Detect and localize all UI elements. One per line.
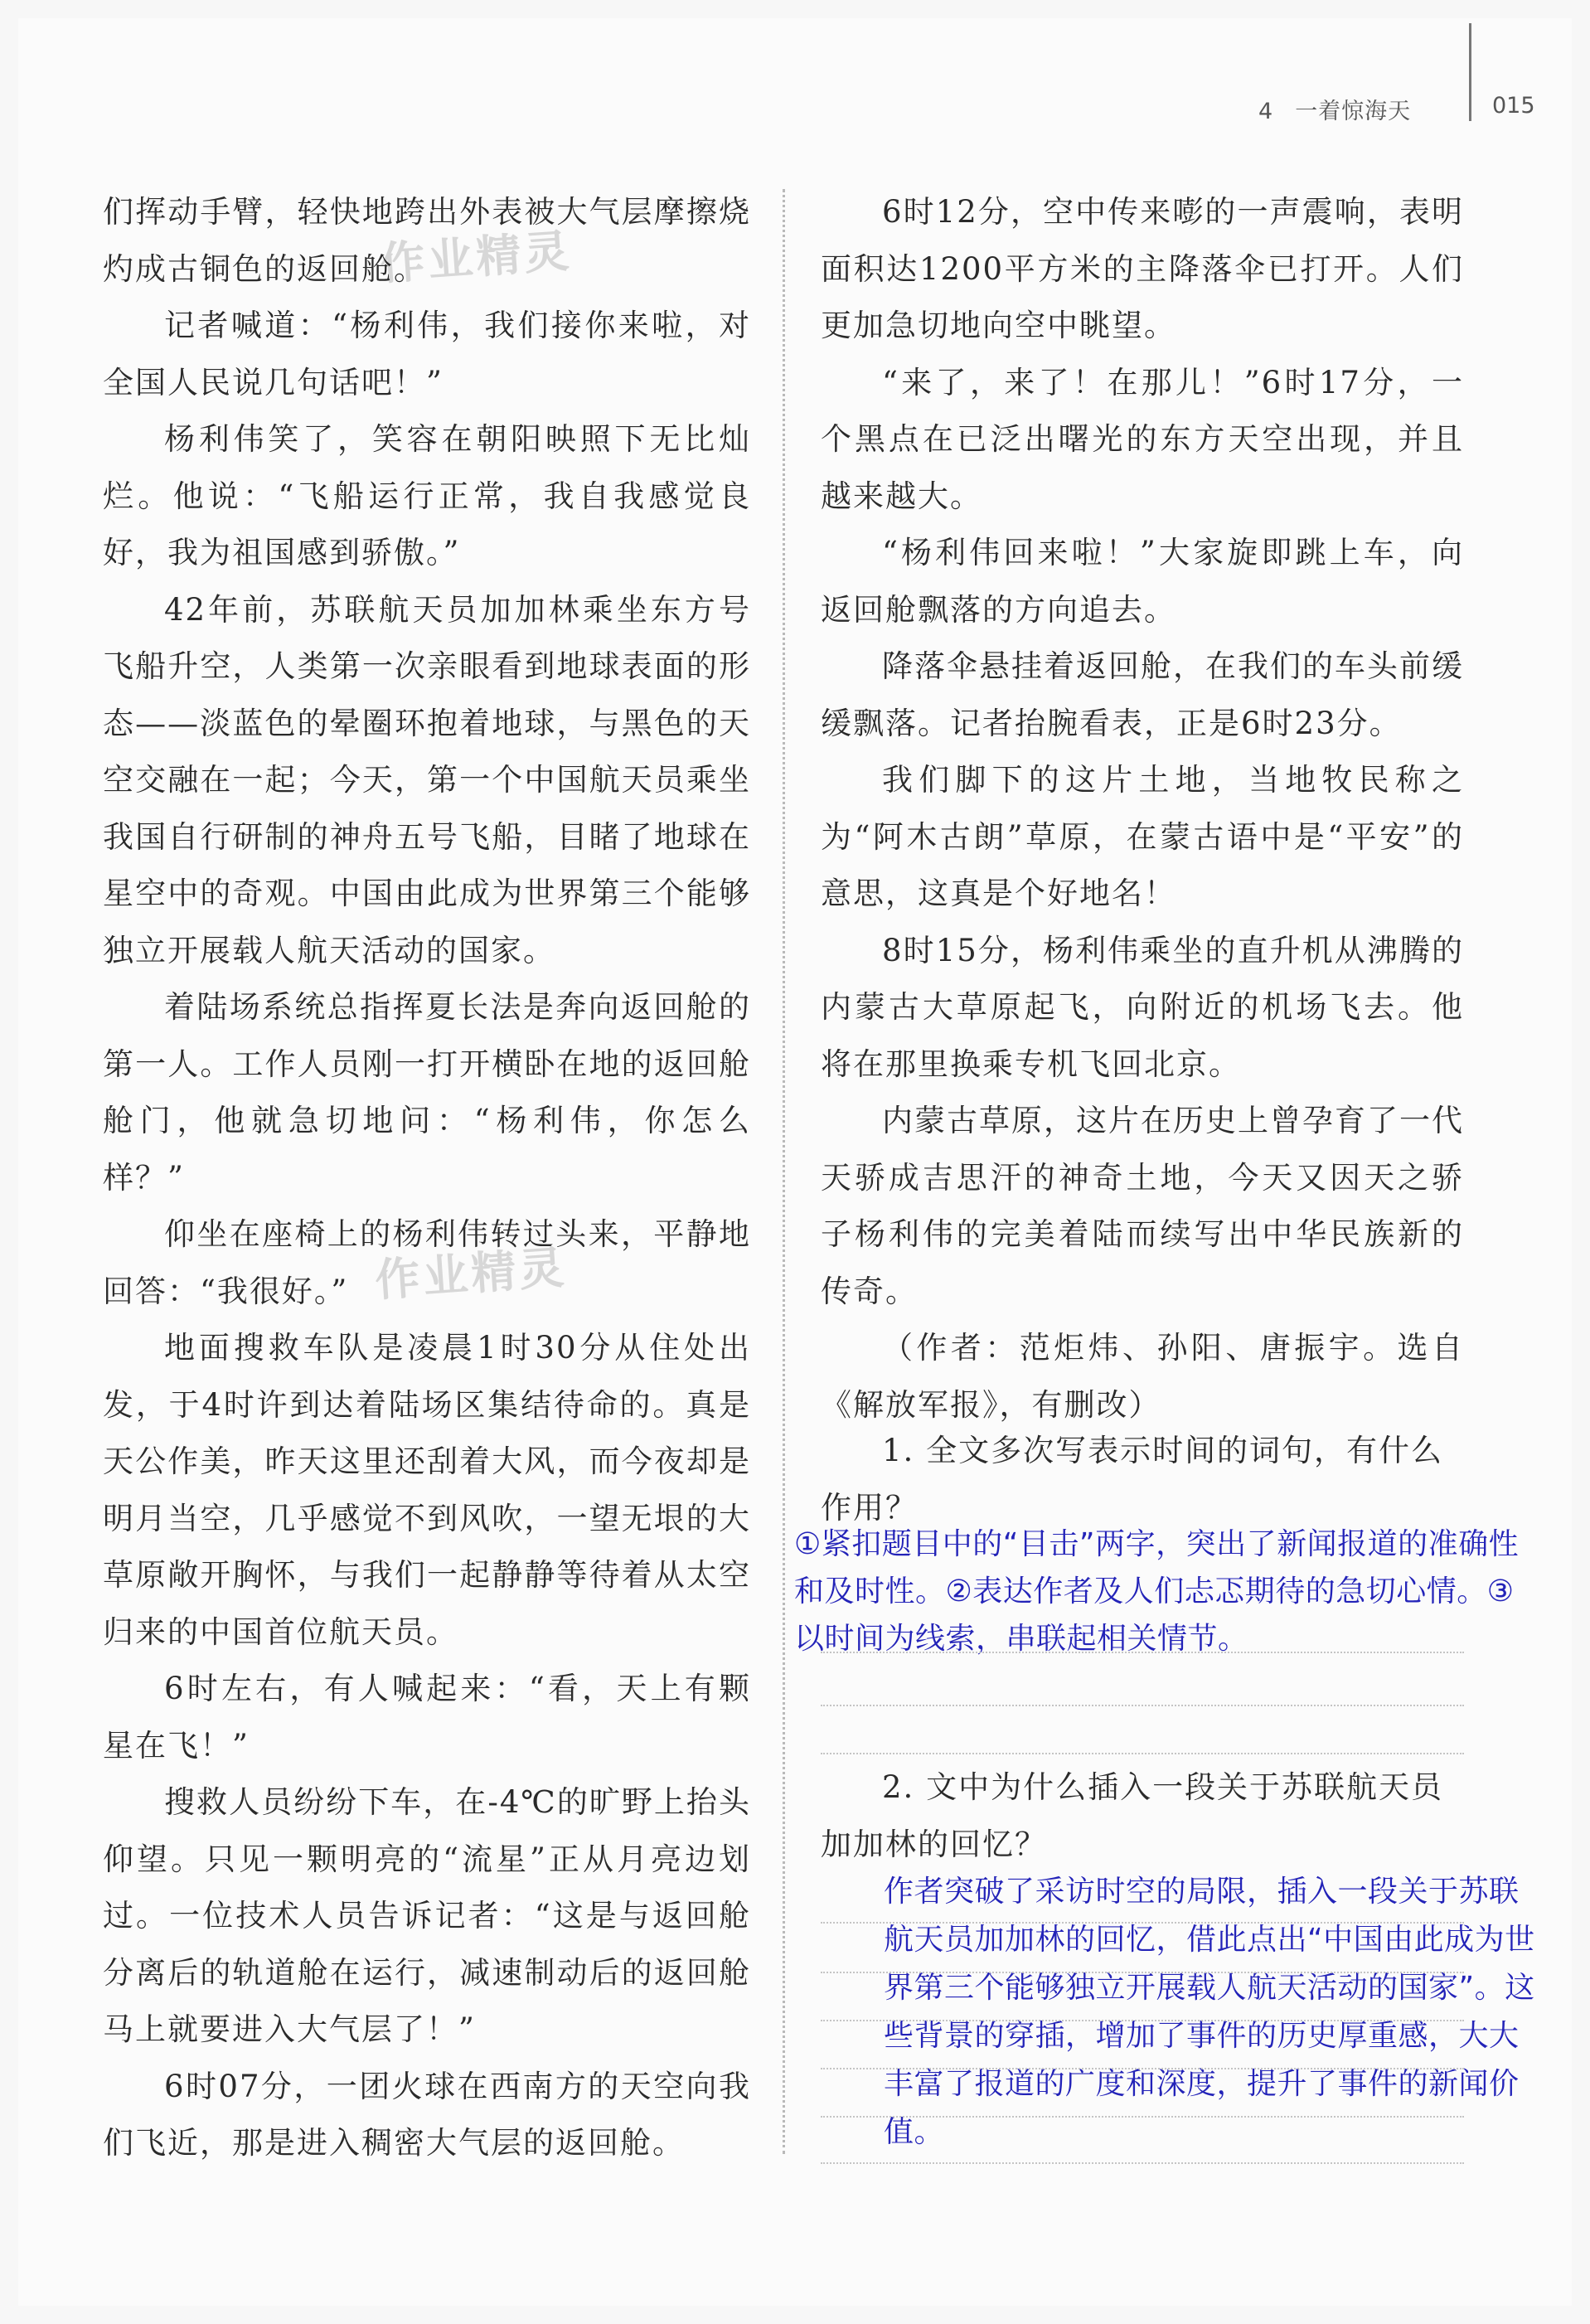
- paragraph: 记者喊道：“杨利伟，我们接你来啦，对全国人民说几句话吧！”: [103, 308, 751, 400]
- source-citation: （作者：范炬炜、孙阳、唐振宇。选自《解放军报》，有删改）: [821, 1330, 1464, 1423]
- answer-1-handwritten: ①紧扣题目中的“目击”两字，突出了新闻报道的准确性和及时性。②表达作者及人们忐忑期待的急切心情。③以时间为线索，串联起相关情节。: [794, 1527, 1520, 1656]
- chapter-title: 一着惊海天: [1295, 99, 1412, 124]
- paragraph: 地面搜救车队是凌晨1时30分从住处出发，于4时许到达着陆场区集结待命的。真是天公作美，昨天这里还刮着大风，而今夜却是明月当空，几乎感觉不到风吹，一望无垠的大草原敞开胸怀，与我们一起静静等待着从太空归来的中国首位航天员。: [103, 1330, 751, 1650]
- answer-line: [821, 1922, 1464, 1924]
- paragraph: 们挥动手臂，轻快地跨出外表被大气层摩擦烧灼成古铜色的返回舱。: [103, 194, 751, 287]
- answer-line: [821, 2068, 1464, 2069]
- answer-line: [821, 1753, 1464, 1754]
- paragraph: 6时12分，空中传来嘭的一声震响，表明面积达1200平方米的主降落伞已打开。人们更加急切地向空中眺望。: [821, 194, 1464, 343]
- left-column: [103, 184, 751, 2172]
- question-2: 2. 文中为什么插入一段关于苏联航天员加加林的回忆？: [821, 1769, 1444, 1862]
- paragraph: “杨利伟回来啦！”大家旋即跳上车，向返回舱飘落的方向追去。: [821, 535, 1464, 628]
- question-1: 1. 全文多次写表示时间的词句，有什么作用？: [821, 1433, 1444, 1526]
- watermark: 作业精灵: [373, 1240, 570, 1308]
- answer-2-handwritten: 作者突破了采访时空的局限，插入一段关于苏联航天员加加林的回忆，借此点出“中国由此成为世界第三个能够独立开展载人航天活动的国家”。这些背景的穿插，增加了事件的历史厚重感，大大丰富了报道的广度和深度，提升了事件的新闻价值。: [884, 1875, 1535, 2149]
- header-divider: [1469, 23, 1471, 121]
- paragraph: 降落伞悬挂着返回舱，在我们的车头前缓缓飘落。记者抬腕看表，正是6时23分。: [821, 648, 1464, 741]
- paragraph: 内蒙古草原，这片在历史上曾孕育了一代天骄成吉思汗的神奇土地，今天又因天之骄子杨利伟的完美着陆而续写出中华民族新的传奇。: [821, 1103, 1464, 1309]
- paragraph: 42年前，苏联航天员加加林乘坐东方号飞船升空，人类第一次亲眼看到地球表面的形态——淡蓝色的晕圈环抱着地球，与黑色的天空交融在一起；今天，第一个中国航天员乘坐我国自行研制的神舟五号飞船，目睹了地球在星空中的奇观。中国由此成为世界第三个能够独立开展载人航天活动的国家。: [103, 591, 751, 968]
- answer-line: [821, 1705, 1464, 1706]
- column-divider: [783, 189, 785, 2154]
- paragraph: 8时15分，杨利伟乘坐的直升机从沸腾的内蒙古大草原起飞，向附近的机场飞去。他将在那里换乘专机飞回北京。: [821, 932, 1464, 1082]
- paragraph: 6时左右，有人喊起来：“看，天上有颗星在飞！”: [103, 1671, 751, 1764]
- answer-line: [821, 2116, 1464, 2118]
- answer-line: [821, 1652, 1464, 1653]
- paragraph: 着陆场系统总指挥夏长法是奔向返回舱的第一人。工作人员刚一打开横卧在地的返回舱舱门，他就急切地问：“杨利伟，你怎么样？”: [103, 989, 751, 1196]
- paragraph: 杨利伟笑了，笑容在朝阳映照下无比灿烂。他说：“飞船运行正常，我自我感觉良好，我为祖国感到骄傲。”: [103, 421, 751, 570]
- right-column: [821, 184, 1464, 1434]
- answer-line: [821, 2162, 1464, 2164]
- paragraph: 6时07分，一团火球在西南方的天空向我们飞近，那是进入稠密大气层的返回舱。: [103, 2068, 751, 2161]
- paragraph: “来了，来了！在那儿！”6时17分，一个黑点在已泛出曙光的东方天空出现，并且越来越大。: [821, 364, 1464, 514]
- paragraph: 搜救人员纷纷下车，在-4℃的旷野上抬头仰望。只见一颗明亮的“流星”正从月亮边划过。一位技术人员告诉记者：“这是与返回舱分离后的轨道舱在运行，减速制动后的返回舱马上就要进入大气层了！”: [103, 1784, 751, 2047]
- answer-line: [821, 2020, 1464, 2021]
- page-number: 015: [1492, 93, 1535, 119]
- paragraph: 仰坐在座椅上的杨利伟转过头来，平静地回答：“我很好。”: [103, 1216, 751, 1309]
- chapter-number: 4: [1258, 99, 1274, 124]
- chapter-header: [1258, 93, 1411, 125]
- paragraph: 我们脚下的这片土地，当地牧民称之为“阿木古朗”草原，在蒙古语中是“平安”的意思，这真是个好地名！: [821, 762, 1464, 911]
- answer-line: [821, 1972, 1464, 1973]
- watermark: 作业精灵: [378, 224, 574, 291]
